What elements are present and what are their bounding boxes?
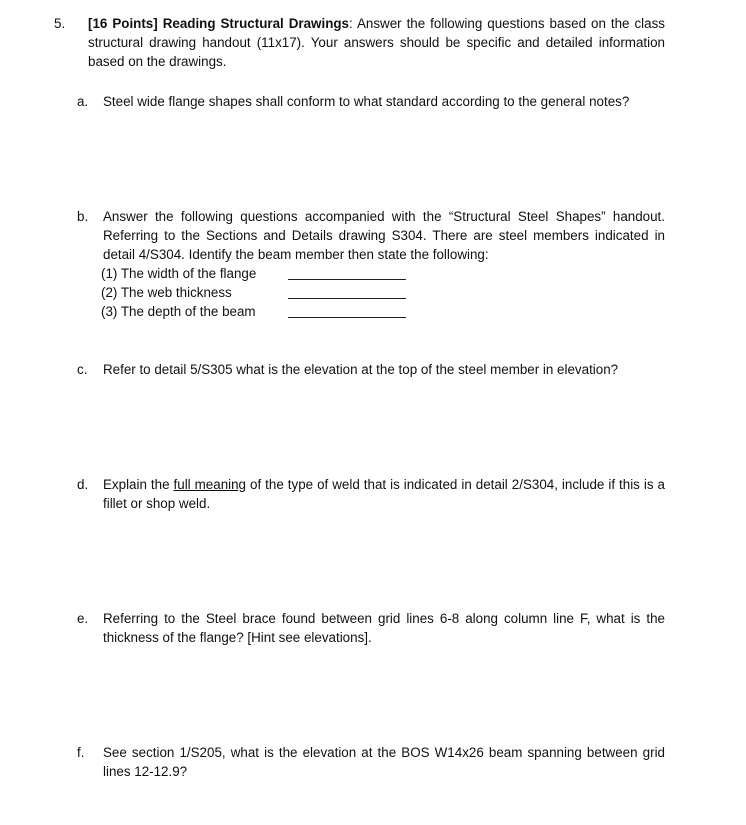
question-number: 5. xyxy=(54,16,66,31)
item-d xyxy=(77,475,665,513)
item-a-text: Steel wide flange shapes shall conform to what standard according to the general notes? xyxy=(103,94,630,109)
item-f-label: f. xyxy=(77,745,85,760)
item-b-sub-3: (3) The depth of the beam xyxy=(101,304,256,319)
question-intro xyxy=(88,14,665,71)
item-e-text: Referring to the Steel brace found between grid lines 6-8 along column line F, what is the thickness of the flange? [Hint see elevations]. xyxy=(103,611,665,645)
item-d-text xyxy=(103,475,665,513)
item-e xyxy=(77,609,665,647)
item-c-label: c. xyxy=(77,362,88,377)
item-e-label: e. xyxy=(77,611,89,626)
item-b-label: b. xyxy=(77,209,89,224)
item-d-text-before: Explain the xyxy=(103,477,174,492)
item-c xyxy=(77,360,665,379)
answer-blank-beam-depth[interactable] xyxy=(288,317,406,318)
item-b-sub-2: (2) The web thickness xyxy=(101,285,232,300)
item-b-sub-1: (1) The width of the flange xyxy=(101,266,257,281)
answer-blank-flange-width[interactable] xyxy=(288,279,406,280)
item-d-label: d. xyxy=(77,477,89,492)
item-f xyxy=(77,743,665,781)
item-d-text-after: of the type of weld that is indicated in detail 2/S304, include if this is a fillet or shop weld. xyxy=(103,477,665,511)
item-f-text: See section 1/S205, what is the elevation at the BOS W14x26 beam spanning between grid lines 12-12.9? xyxy=(103,745,665,779)
answer-blank-web-thickness[interactable] xyxy=(288,298,406,299)
item-c-text: Refer to detail 5/S305 what is the elevation at the top of the steel member in elevation? xyxy=(103,362,619,377)
question-intro-text: : Answer the following questions based on the class structural drawing handout (11x17). Your answers should be specific and detailed information based on the drawings. xyxy=(88,16,665,69)
question-title: Reading Structural Drawings xyxy=(162,16,349,31)
item-b xyxy=(77,207,665,264)
item-a-label: a. xyxy=(77,94,89,109)
question-points: [16 Points] xyxy=(88,16,158,31)
item-b-text: Answer the following questions accompanied with the “Structural Steel Shapes” handout. Referring to the Sections and Details drawing S304. There are steel members indicated in detail 4/S304. Identify the beam member then state the following: xyxy=(103,209,665,262)
item-a xyxy=(77,92,665,111)
item-d-underlined: full meaning xyxy=(173,477,247,492)
